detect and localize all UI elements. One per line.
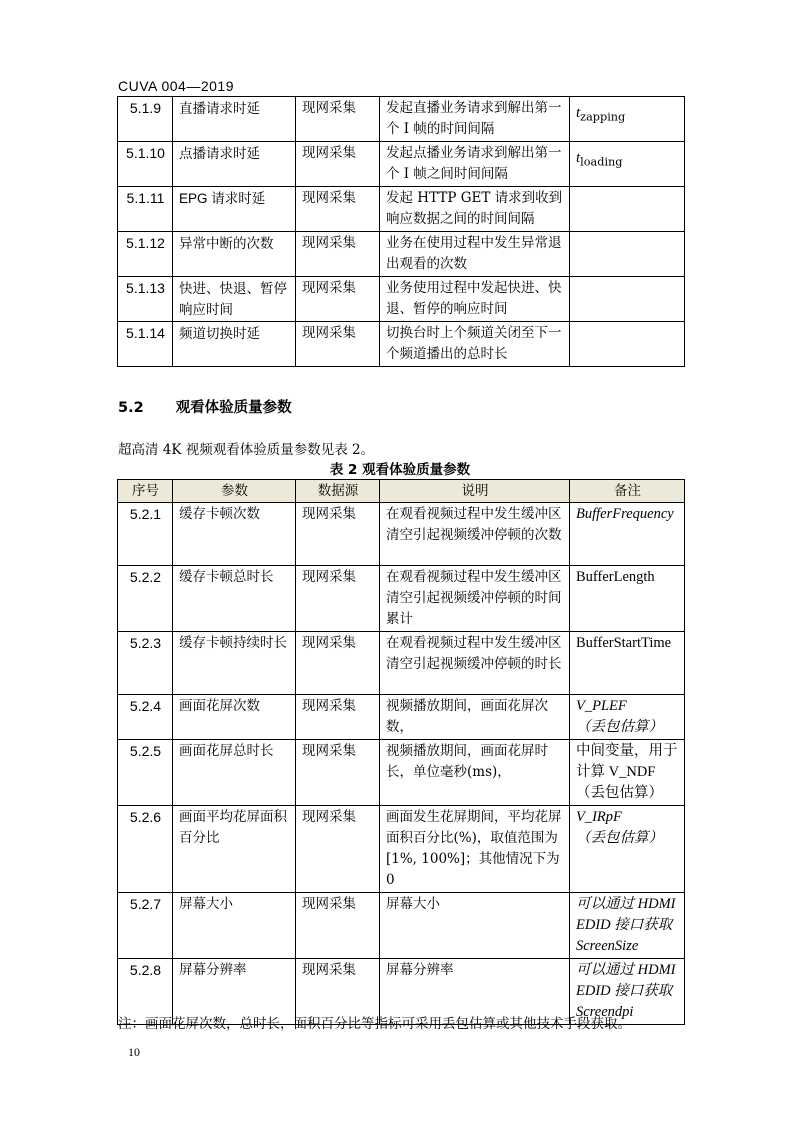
table-row xyxy=(118,893,685,959)
header-cell: 数据源 xyxy=(296,480,380,503)
param-name: 频道切换时延 xyxy=(173,322,296,367)
note-line: BufferLength xyxy=(576,569,655,585)
note-line: 可以通过 HDMI xyxy=(576,962,676,978)
note-cell xyxy=(570,97,685,142)
param-name: 画面花屏次数 xyxy=(173,695,296,740)
param-name: 快进、快退、暂停响应时间 xyxy=(173,277,296,322)
note-cell xyxy=(570,806,685,893)
note-cell xyxy=(570,893,685,959)
row-id: 5.1.10 xyxy=(118,142,173,187)
description: 切换台时上个频道关闭至下一个频道播出的总时长 xyxy=(380,322,570,367)
row-id: 5.1.12 xyxy=(118,232,173,277)
data-source: 现网采集 xyxy=(296,695,380,740)
document-header: CUVA 004—2019 xyxy=(118,78,234,94)
section-number: 5.2 xyxy=(118,400,144,416)
note-cell xyxy=(570,632,685,695)
description: 在观看视频过程中发生缓冲区清空引起视频缓冲停顿的时间累计 xyxy=(380,566,570,632)
row-id: 5.2.3 xyxy=(118,632,173,695)
data-source: 现网采集 xyxy=(296,740,380,806)
param-name: 缓存卡顿次数 xyxy=(173,503,296,566)
data-source: 现网采集 xyxy=(296,566,380,632)
description: 业务在使用过程中发生异常退出观看的次数 xyxy=(380,232,570,277)
data-source: 现网采集 xyxy=(296,97,380,142)
note-line: （丢包估算） xyxy=(576,785,663,801)
param-name: 点播请求时延 xyxy=(173,142,296,187)
note-cell xyxy=(570,232,685,277)
table-caption: 表 2 观看体验质量参数 xyxy=(329,462,471,478)
note-cell xyxy=(570,740,685,806)
data-source: 现网采集 xyxy=(296,503,380,566)
param-name: 异常中断的次数 xyxy=(173,232,296,277)
table-row xyxy=(118,322,685,367)
note-cell xyxy=(570,322,685,367)
table-row xyxy=(118,566,685,632)
table-note: 注：画面花屏次数，总时长，面积百分比等指标可采用丢包估算或其他技术手段获取。 xyxy=(118,1016,631,1032)
description: 画面发生花屏期间，平均花屏面积百分比(%)，取值范围为[1%, 100%]；其他情况下为 0 xyxy=(380,806,570,893)
note-cell xyxy=(570,695,685,740)
description: 屏幕大小 xyxy=(380,893,570,959)
data-source: 现网采集 xyxy=(296,187,380,232)
header-cell: 备注 xyxy=(570,480,685,503)
table-experience-params xyxy=(117,479,685,1025)
param-name: 缓存卡顿持续时长 xyxy=(173,632,296,695)
param-name: EPG 请求时延 xyxy=(173,187,296,232)
note-line: EDID 接口获取 xyxy=(576,983,673,999)
param-name: 缓存卡顿总时长 xyxy=(173,566,296,632)
table-row xyxy=(118,695,685,740)
header-cell: 说明 xyxy=(380,480,570,503)
table-row xyxy=(118,142,685,187)
table-row xyxy=(118,97,685,142)
table-row xyxy=(118,632,685,695)
note-line: V_PLEF xyxy=(576,698,627,714)
note-cell xyxy=(570,142,685,187)
note-line: 中间变量，用于 xyxy=(576,743,678,759)
note-cell xyxy=(570,566,685,632)
param-name: 直播请求时延 xyxy=(173,97,296,142)
data-source: 现网采集 xyxy=(296,959,380,1025)
param-name: 画面花屏总时长 xyxy=(173,740,296,806)
table-row xyxy=(118,740,685,806)
param-name: 屏幕大小 xyxy=(173,893,296,959)
section-title: 观看体验质量参数 xyxy=(175,400,292,416)
note-line: ScreenSize xyxy=(576,938,639,954)
param-name: 画面平均花屏面积百分比 xyxy=(173,806,296,893)
section-heading xyxy=(118,396,292,417)
note-line: Screendpi xyxy=(576,1004,634,1020)
data-source: 现网采集 xyxy=(296,893,380,959)
row-id: 5.1.13 xyxy=(118,277,173,322)
note-cell xyxy=(570,277,685,322)
note-line: BufferFrequency xyxy=(576,506,674,522)
note-line: EDID 接口获取 xyxy=(576,917,673,933)
row-id: 5.2.4 xyxy=(118,695,173,740)
data-source: 现网采集 xyxy=(296,632,380,695)
row-id: 5.1.14 xyxy=(118,322,173,367)
note-line: BufferStartTime xyxy=(576,635,672,651)
math-symbol: t xyxy=(576,150,581,166)
row-id: 5.2.1 xyxy=(118,503,173,566)
row-id: 5.1.9 xyxy=(118,97,173,142)
data-source: 现网采集 xyxy=(296,322,380,367)
data-source: 现网采集 xyxy=(296,806,380,893)
row-id: 5.2.6 xyxy=(118,806,173,893)
intro-text: 超高清 4K 视频观看体验质量参数见表 2。 xyxy=(118,442,375,458)
row-id: 5.2.8 xyxy=(118,959,173,1025)
table-row xyxy=(118,232,685,277)
row-id: 5.2.7 xyxy=(118,893,173,959)
note-line: （丢包估算） xyxy=(576,830,663,846)
param-name: 屏幕分辨率 xyxy=(173,959,296,1025)
description: 视频播放期间，画面花屏次数， xyxy=(380,695,570,740)
description: 在观看视频过程中发生缓冲区清空引起视频缓冲停顿的次数 xyxy=(380,503,570,566)
table-row xyxy=(118,806,685,893)
description: 发起点播业务请求到解出第一个 I 帧之间时间间隔 xyxy=(380,142,570,187)
row-id: 5.1.11 xyxy=(118,187,173,232)
description: 视频播放期间，画面花屏时长，单位毫秒(ms)， xyxy=(380,740,570,806)
header-cell: 序号 xyxy=(118,480,173,503)
data-source: 现网采集 xyxy=(296,277,380,322)
note-line: （丢包估算） xyxy=(576,719,663,735)
table-header-row xyxy=(118,480,685,503)
description: 发起 HTTP GET 请求到收到响应数据之间的时间间隔 xyxy=(380,187,570,232)
note-cell xyxy=(570,187,685,232)
table-row xyxy=(118,503,685,566)
description: 屏幕分辨率 xyxy=(380,959,570,1025)
math-subscript: zapping xyxy=(580,110,626,124)
table-row xyxy=(118,277,685,322)
description: 发起直播业务请求到解出第一个 I 帧的时间间隔 xyxy=(380,97,570,142)
data-source: 现网采集 xyxy=(296,142,380,187)
note-cell xyxy=(570,503,685,566)
table-delay-params xyxy=(117,96,685,367)
note-line: 可以通过 HDMI xyxy=(576,896,676,912)
row-id: 5.2.5 xyxy=(118,740,173,806)
description: 业务使用过程中发起快进、快退、暂停的响应时间 xyxy=(380,277,570,322)
note-line: V_IRpF xyxy=(576,809,622,825)
description: 在观看视频过程中发生缓冲区清空引起视频缓冲停顿的时长 xyxy=(380,632,570,695)
header-cell: 参数 xyxy=(173,480,296,503)
data-source: 现网采集 xyxy=(296,232,380,277)
table-row xyxy=(118,187,685,232)
row-id: 5.2.2 xyxy=(118,566,173,632)
page-number: 10 xyxy=(128,1045,140,1059)
note-line: 计算 V_NDF xyxy=(576,764,656,780)
math-subscript: loading xyxy=(580,155,623,169)
math-symbol: t xyxy=(576,105,581,121)
